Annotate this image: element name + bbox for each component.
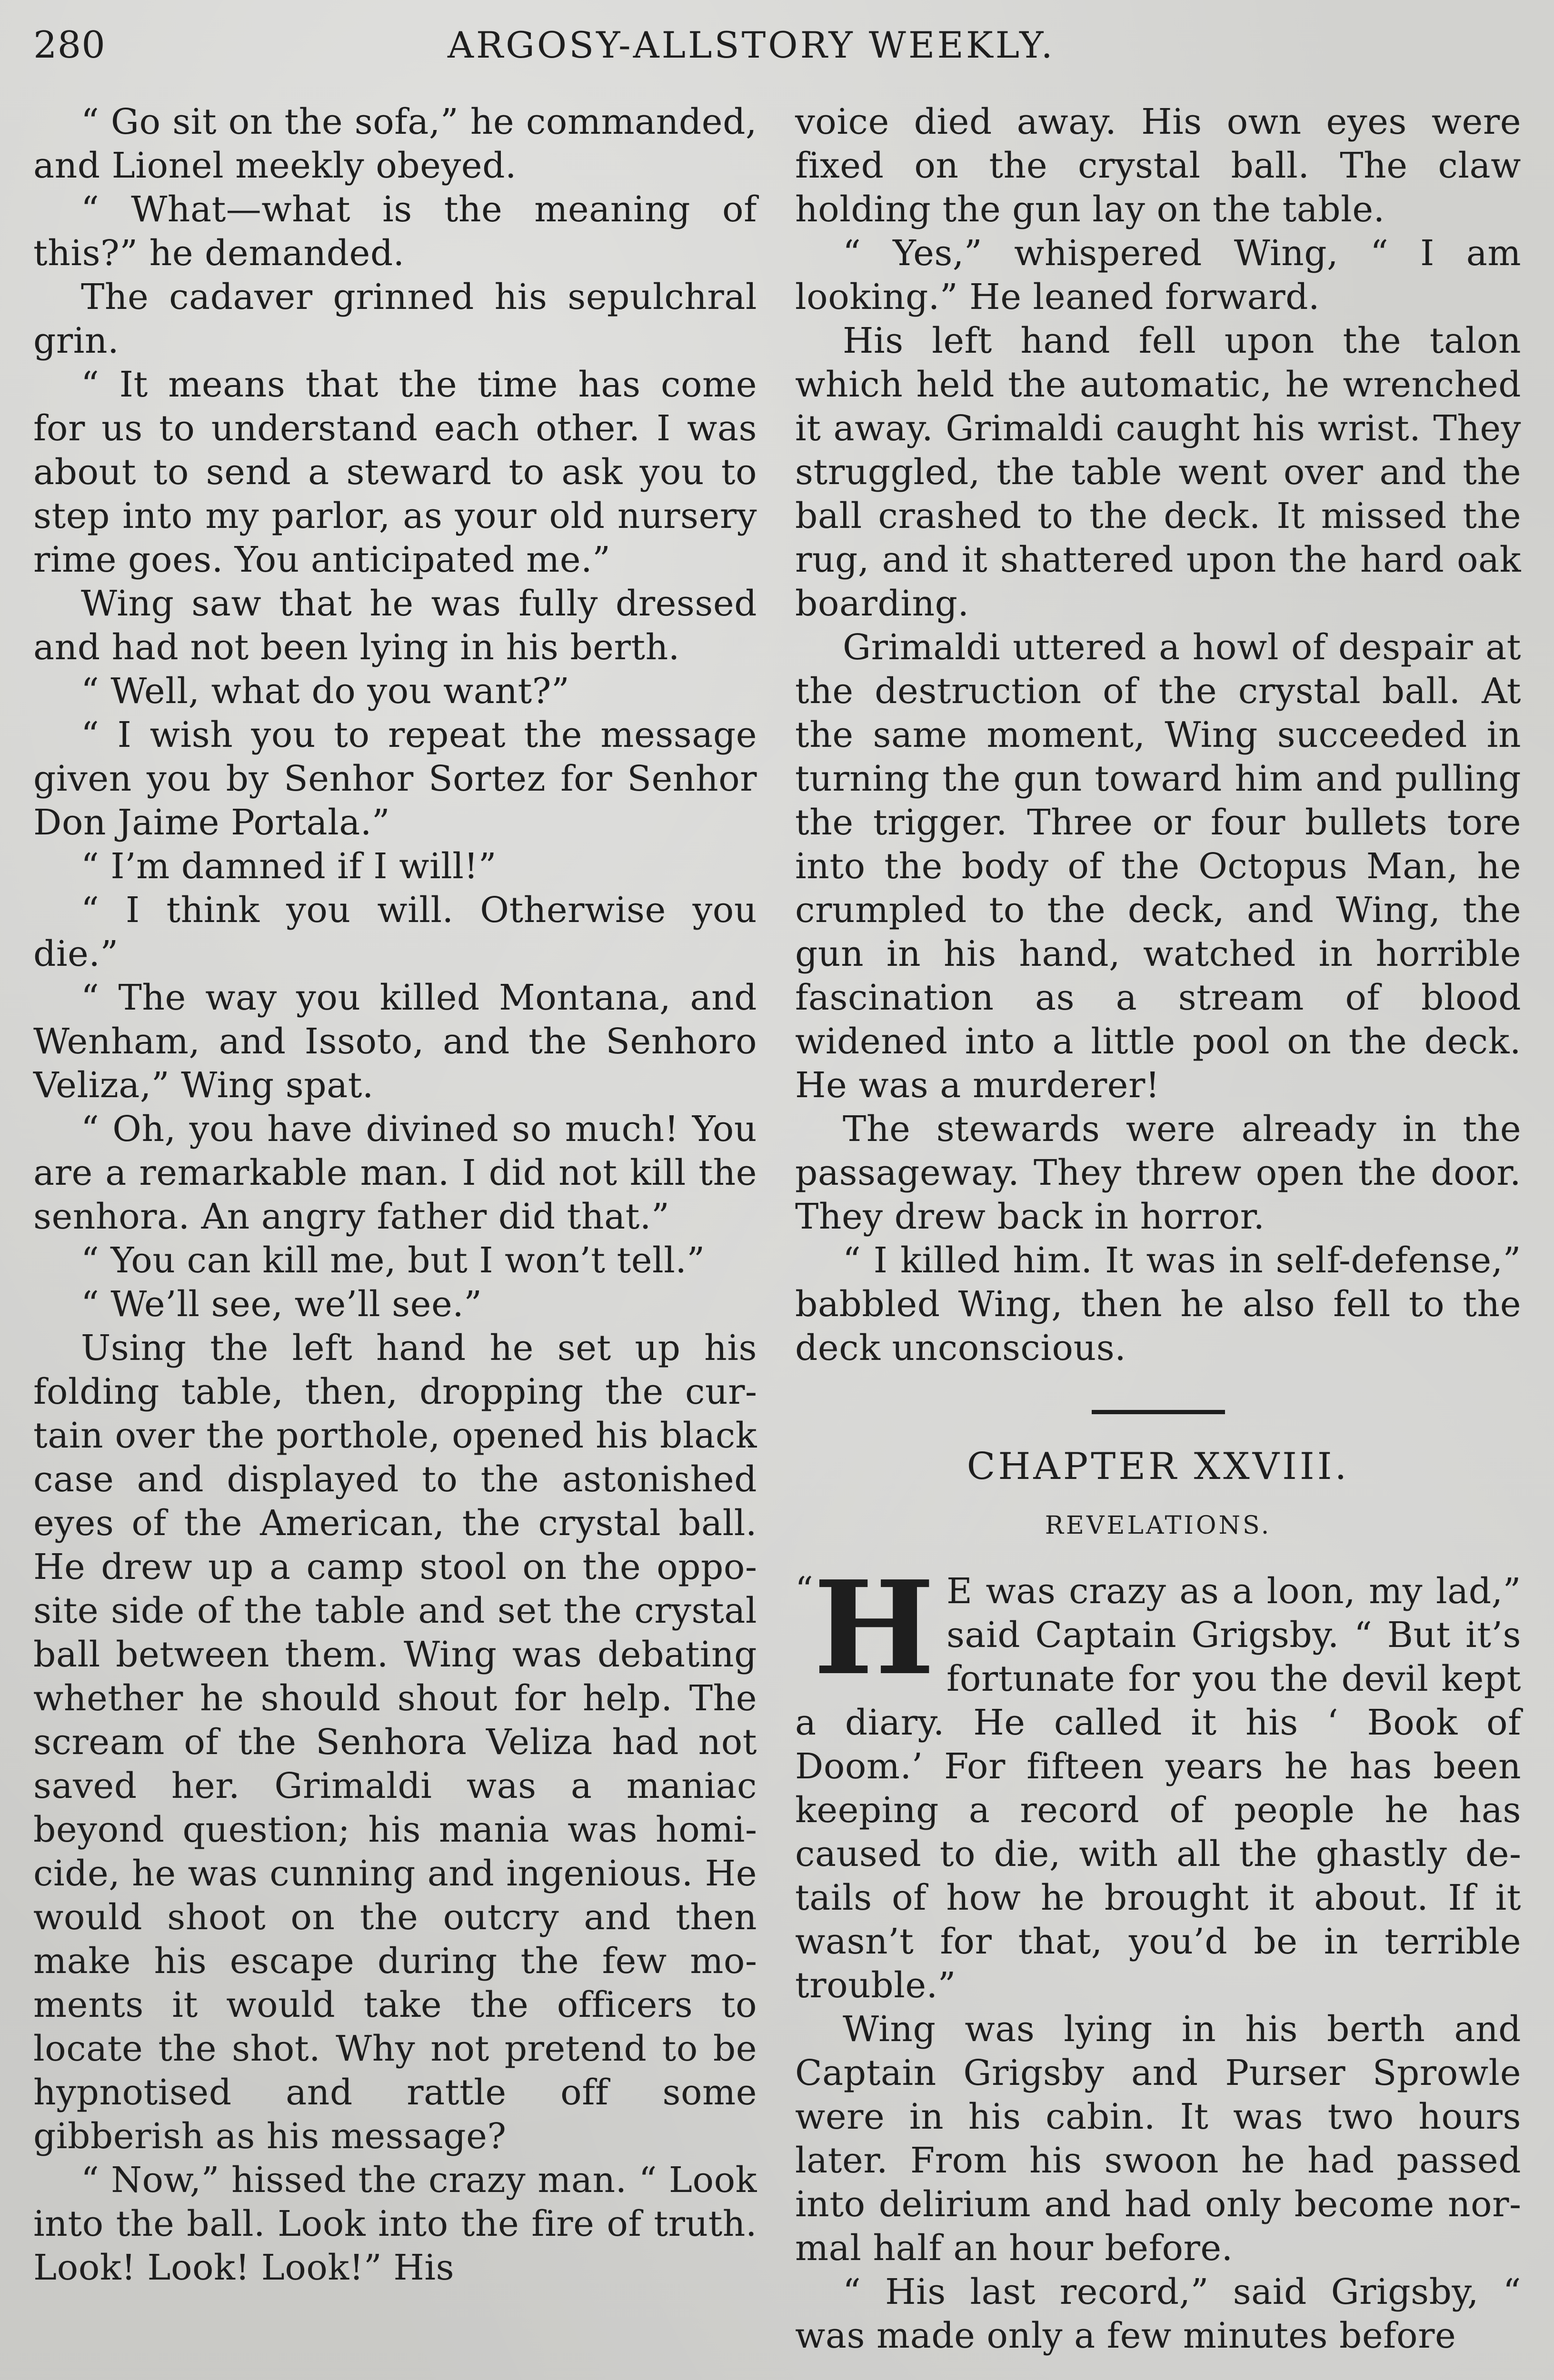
paragraph: “ Oh, you have divined so much! You are a remarkable man. I did not kill the senhora. An angry father did that.” — [33, 1109, 757, 1237]
page-header — [33, 10, 1521, 81]
chapter-title: CHAPTER XXVIII. — [966, 1445, 1350, 1488]
paragraph: “ We’ll see, we’ll see.” — [81, 1284, 482, 1325]
continuation-paragraph: voice died away. His own eyes were fixed on the crystal ball. The claw holding the gun lay on the table. — [795, 101, 1521, 230]
paragraph: “ Go sit on the sofa,” he commanded, and Lionel meekly obeyed. — [33, 101, 757, 186]
right-column — [795, 100, 1521, 2358]
paragraph: “ Yes,” whispered Wing, “ I am looking.” He leaned forward. — [795, 233, 1521, 317]
opening-text: E was crazy as a loon, my lad,” said Captain Grigsby. “ But it’s fortunate for you the devil kept a diary. He called it his ‘ Book of Doom.’ For fifteen years he has been keeping a record of people he has caused to die, with all the ghastly details of how he brought it about. If it wasn’t for that, you’d be in terrible trouble.” — [795, 1571, 1521, 2006]
paragraph: The cadaver grinned his sepulchral grin. — [33, 277, 757, 361]
drop-cap: H — [813, 1552, 935, 1704]
paragraph: “ It means that the time has come for us to understand each other. I was about to send a steward to ask you to step into my parlor, as your old nursery rime goes. You anticipated me.” — [33, 364, 757, 580]
opening-quote: “ — [795, 1569, 814, 1610]
paragraph: Wing saw that he was fully dressed and had not been lying in his berth. — [33, 583, 757, 668]
paragraph: “ The way you killed Montana, and Wenham, and Issoto, and the Senhoro Veliza,” Wing spat. — [33, 977, 757, 1106]
paragraph: “ I killed him. It was in self-defense,” babbled Wing, then he also fell to the deck unconscious. — [795, 1240, 1521, 1368]
page-number: 280 — [33, 24, 106, 67]
paragraph: “ What—what is the meaning of this?” he demanded. — [33, 189, 757, 274]
chapter-opening-paragraph — [795, 1552, 1521, 2007]
chapter-subtitle: REVELATIONS. — [1045, 1511, 1272, 1540]
paragraph: “ You can kill me, but I won’t tell.” — [81, 1240, 705, 1281]
paragraph: His left hand fell upon the talon which held the automatic, he wrenched it away. Grimaldi caught his wrist. They struggled, the table went over and the ball crashed to the deck. It missed the rug, and it shattered upon the hard oak boarding. — [795, 320, 1521, 624]
paragraph: “ I’m damned if I will!” — [81, 846, 497, 887]
paragraph: Using the left hand he set up his folding table, then, dropping the curtain over the porthole, opened his black case and displayed to the astonished eyes of the American, the crystal ball. He drew up a camp stool on the opposite side of the table and set the crystal ball between them. Wing was debating whether he should shout for help. The scream of the Senhora Veliza had not saved her. Grimaldi was a maniac beyond question; his mania was homicide, he was cunning and ingenious. He would shoot on the outcry and then make his escape during the few moments it would take the officers to locate the shot. Why not pretend to be hypnotised and rattle off some gibberish as his message? — [33, 1328, 757, 2157]
paragraph: The stewards were already in the passageway. They threw open the door. They drew back in horror. — [795, 1109, 1521, 1237]
left-column — [33, 100, 757, 2290]
paragraph: “ I think you will. Otherwise you die.” — [33, 890, 757, 974]
paragraph: “ I wish you to repeat the message given you by Senhor Sortez for Senhor Don Jaime Portala.” — [33, 714, 757, 843]
paragraph: “ His last record,” said Grigsby, “ was made only a few minutes before — [795, 2271, 1521, 2356]
paragraph: “ Now,” hissed the crazy man. “ Look into the ball. Look into the fire of truth. Look! Look! Look!” His — [33, 2160, 757, 2288]
paragraph: “ Well, what do you want?” — [81, 671, 570, 712]
section-divider — [1092, 1410, 1225, 1414]
paragraph: Wing was lying in his berth and Captain Grigsby and Purser Sprowle were in his cabin. It was two hours later. From his swoon he had passed into delirium and had only become normal half an hour before. — [795, 2009, 1521, 2269]
paragraph: Grimaldi uttered a howl of despair at the destruction of the crystal ball. At the same moment, Wing succeeded in turning the gun toward him and pulling the trigger. Three or four bullets tore into the body of the Octopus Man, he crumpled to the deck, and Wing, the gun in his hand, watched in horrible fascination as a stream of blood widened into a little pool on the deck. He was a murderer! — [795, 627, 1521, 1106]
running-head: ARGOSY-ALLSTORY WEEKLY. — [448, 24, 1055, 66]
